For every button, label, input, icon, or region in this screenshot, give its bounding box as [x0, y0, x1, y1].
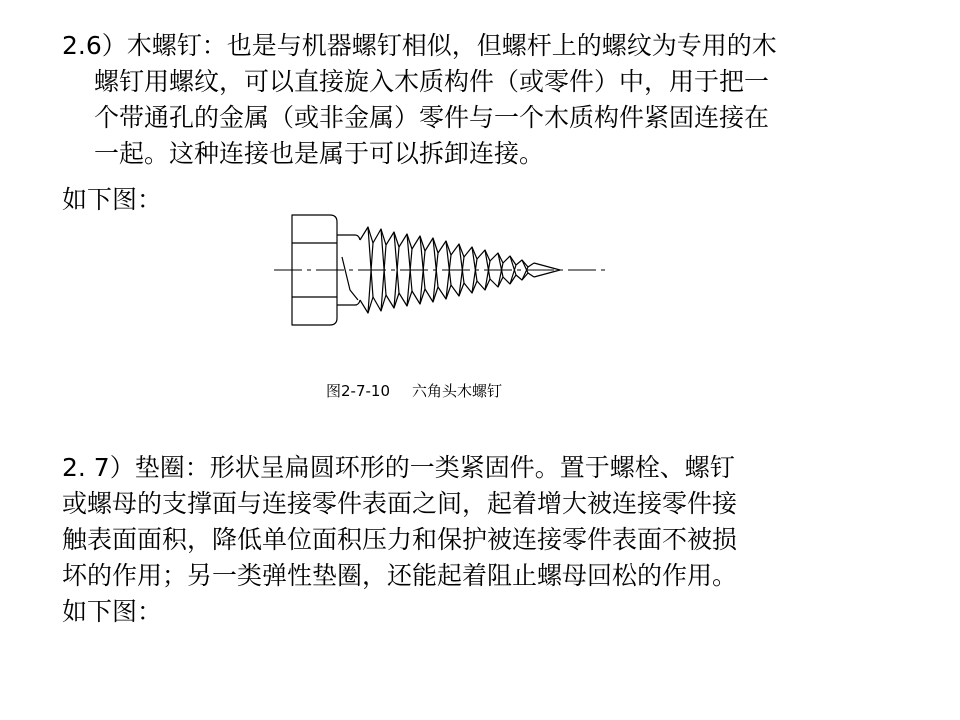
- section-2-7-line-4: 坏的作用；另一类弹性垫圈，还能起着阻止螺母回松的作用。: [62, 561, 738, 590]
- wood-screw-svg: [270, 205, 610, 340]
- figure-caption: [326, 381, 502, 401]
- section-2-7-paragraph: [62, 450, 922, 630]
- section-2-6-line-4: 一起。这种连接也是属于可以拆卸连接。: [94, 139, 545, 168]
- thread-runout: [342, 257, 358, 300]
- figure-label: 图2-7-10: [326, 382, 390, 400]
- section-2-7-line-5: 如下图：: [62, 597, 163, 626]
- section-2-6-line-2: 螺钉用螺纹，可以直接旋入木质构件（或零件）中，用于把一: [94, 67, 770, 96]
- section-2-7-line-3: 触表面面积，降低单位面积压力和保护被连接零件表面不被损: [62, 525, 738, 554]
- hex-head-wood-screw-drawing: [270, 205, 610, 340]
- section-2-6-line-1: 2.6）木螺钉：也是与机器螺钉相似，但螺杆上的螺纹为专用的木: [62, 31, 777, 60]
- figure-title: 六角头木螺钉: [412, 382, 503, 400]
- see-below-label: 如下图：: [62, 185, 163, 214]
- section-2-6-line-3: 个带通孔的金属（或非金属）零件与一个木质构件紧固连接在: [94, 103, 770, 132]
- section-2-6-paragraph: [62, 28, 922, 172]
- section-2-7-line-1: 2. 7）垫圈：形状呈扁圆环形的一类紧固件。置于螺栓、螺钉: [62, 453, 735, 482]
- section-2-7-line-2: 或螺母的支撑面与连接零件表面之间，起着增大被连接零件接: [62, 489, 738, 518]
